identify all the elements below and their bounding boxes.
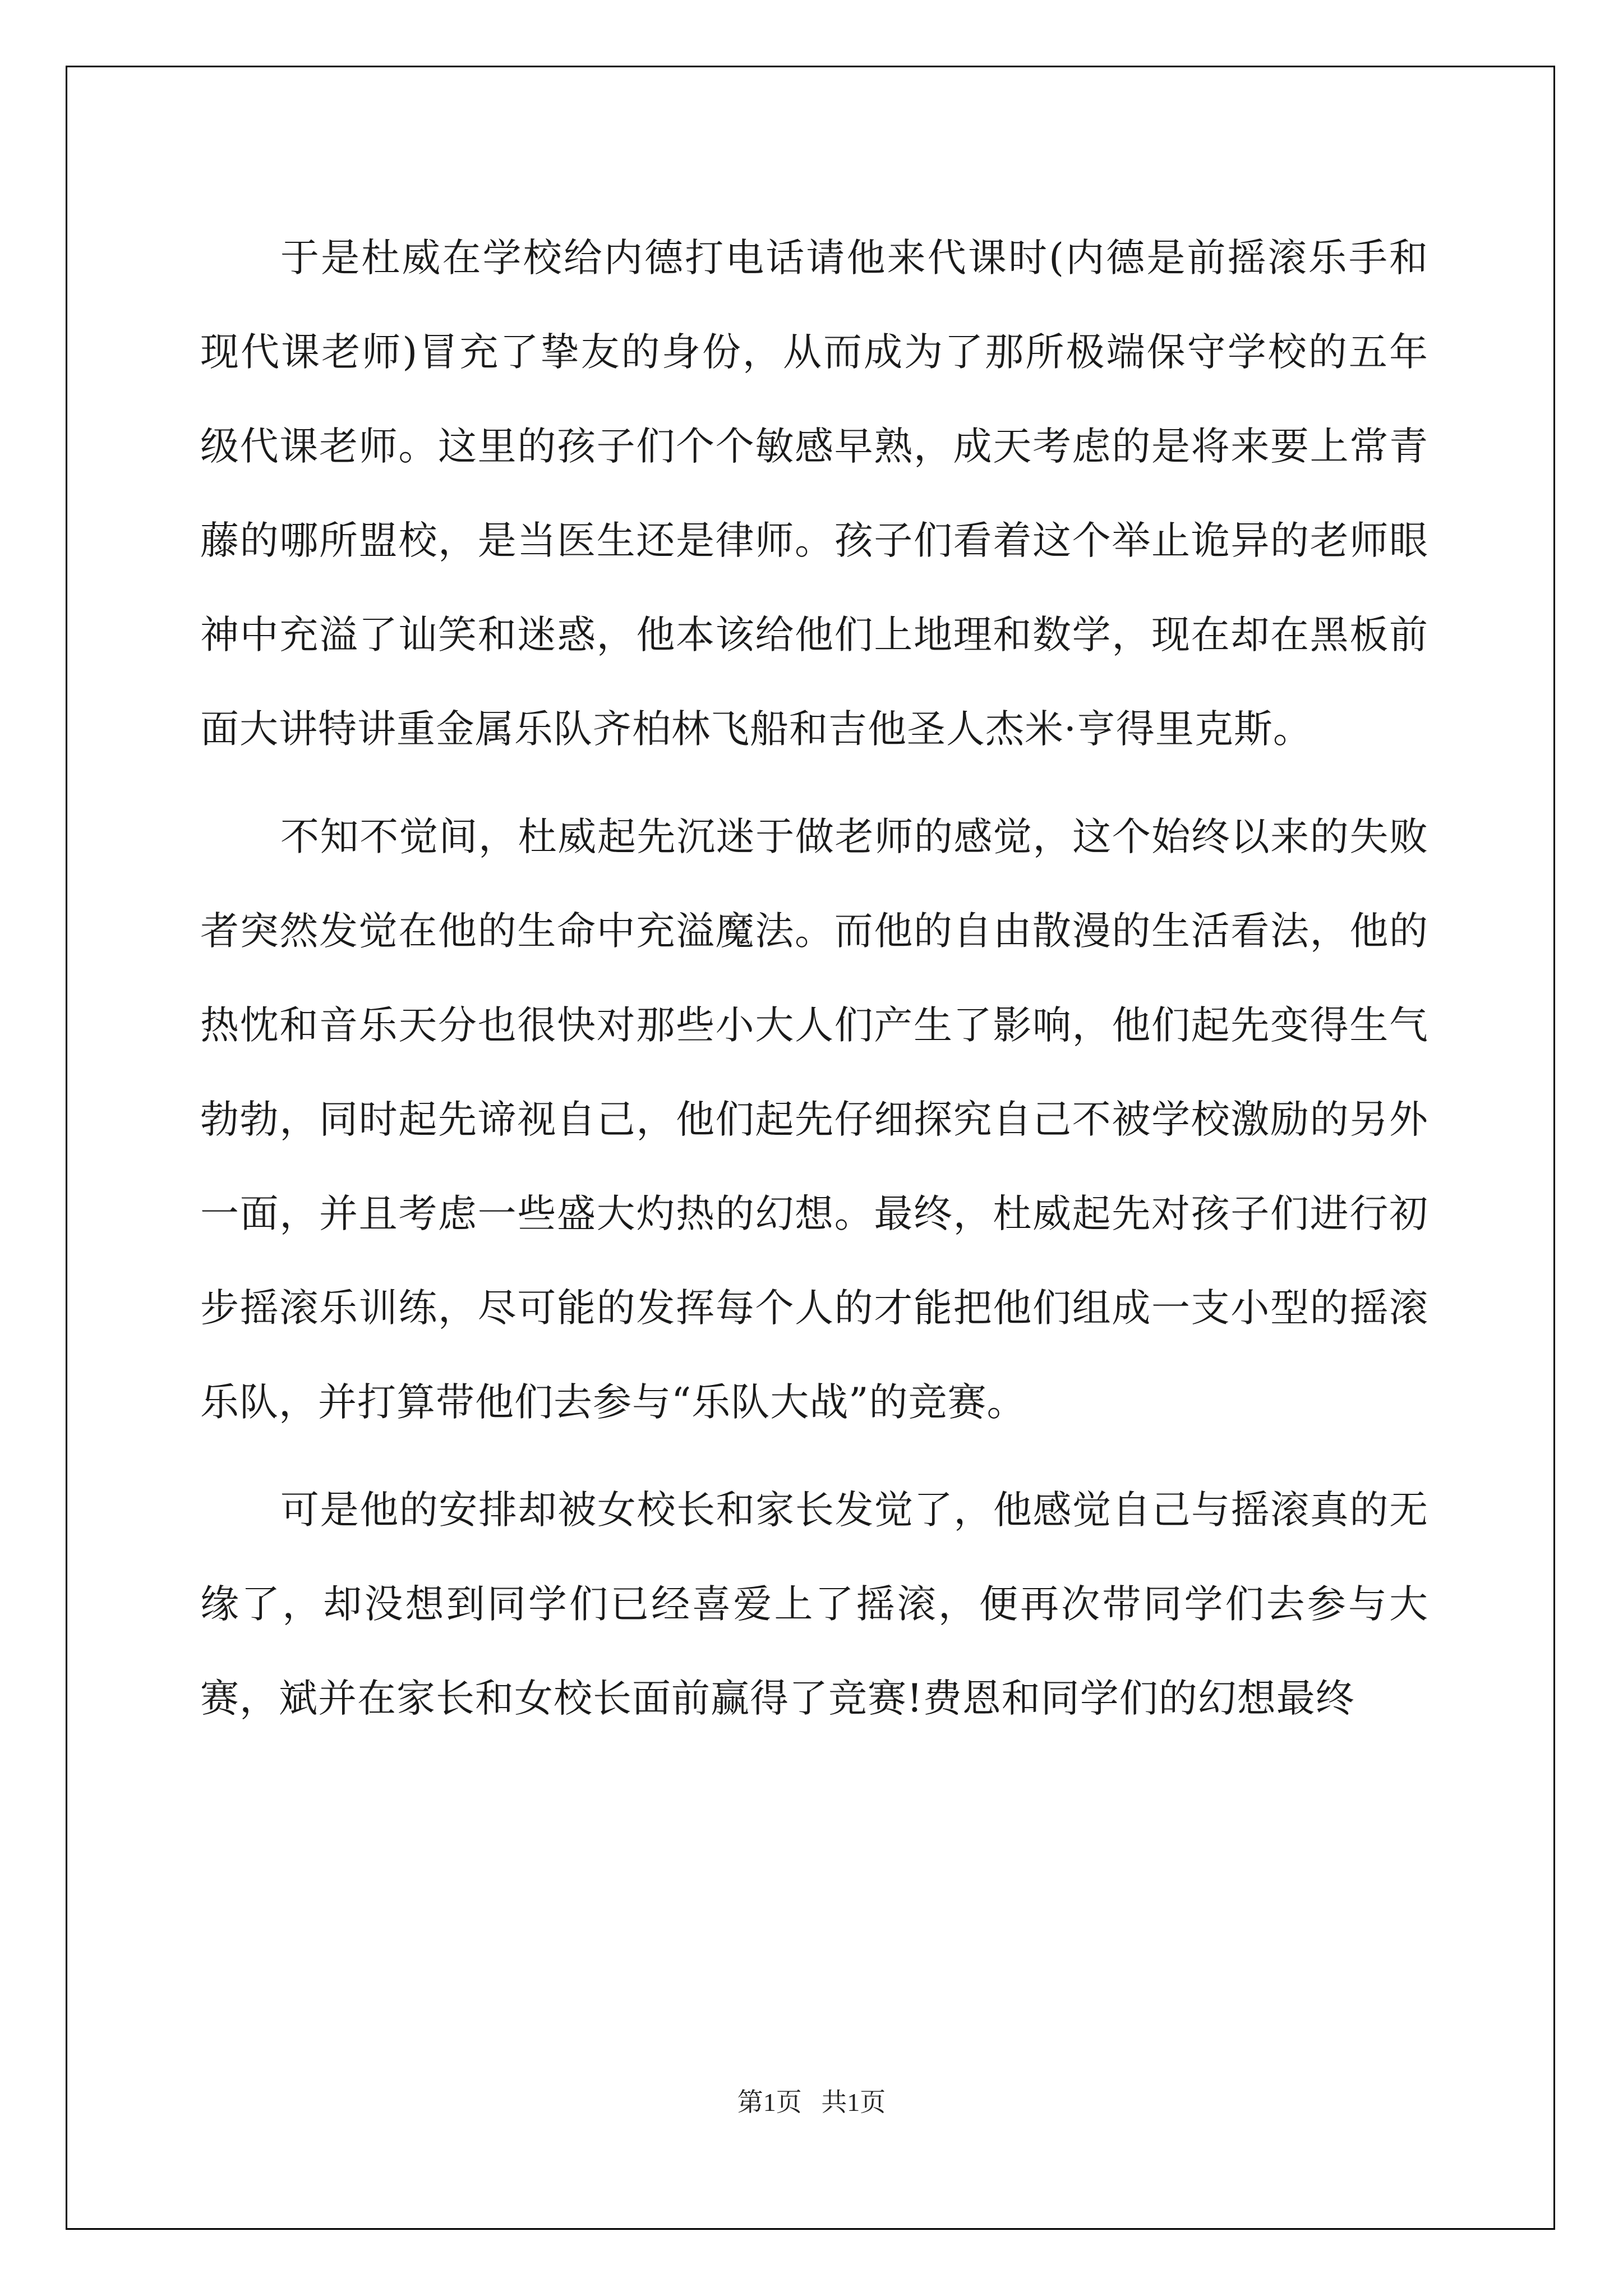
page-total: 共1页	[821, 2088, 886, 2116]
document-body	[200, 211, 1428, 1759]
page-number: 第1页	[737, 2088, 802, 2116]
page-footer	[0, 2086, 1623, 2119]
paragraph-1: 于是杜威在学校给内德打电话请他来代课时(内德是前摇滚乐手和现代课老师)冒充了挚友的身份，从而成为了那所极端保守学校的五年级代课老师。这里的孩子们个个敏感早熟，成天考虑的是将来要上常青藤的哪所盟校，是当医生还是律师。孩子们看着这个举止诡异的老师眼神中充溢了讪笑和迷惑，他本该给他们上地理和数学，现在却在黑板前面大讲特讲重金属乐队齐柏林飞船和吉他圣人杰米·亨得里克斯。	[200, 236, 1428, 752]
paragraph-2: 不知不觉间，杜威起先沉迷于做老师的感觉，这个始终以来的失败者突然发觉在他的生命中充溢魔法。而他的自由散漫的生活看法，他的热忱和音乐天分也很快对那些小大人们产生了影响，他们起先变得生气勃勃，同时起先谛视自己，他们起先仔细探究自己不被学校激励的另外一面，并且考虑一些盛大灼热的幻想。最终，杜威起先对孩子们进行初步摇滚乐训练，尽可能的发挥每个人的才能把他们组成一支小型的摇滚乐队，并打算带他们去参与“乐队大战”的竞赛。	[200, 815, 1428, 1425]
paragraph-3: 可是他的安排却被女校长和家长发觉了，他感觉自己与摇滚真的无缘了，却没想到同学们已经喜爱上了摇滚，便再次带同学们去参与大赛，斌并在家长和女校长面前赢得了竞赛!费恩和同学们的幻想最终	[200, 1488, 1428, 1721]
